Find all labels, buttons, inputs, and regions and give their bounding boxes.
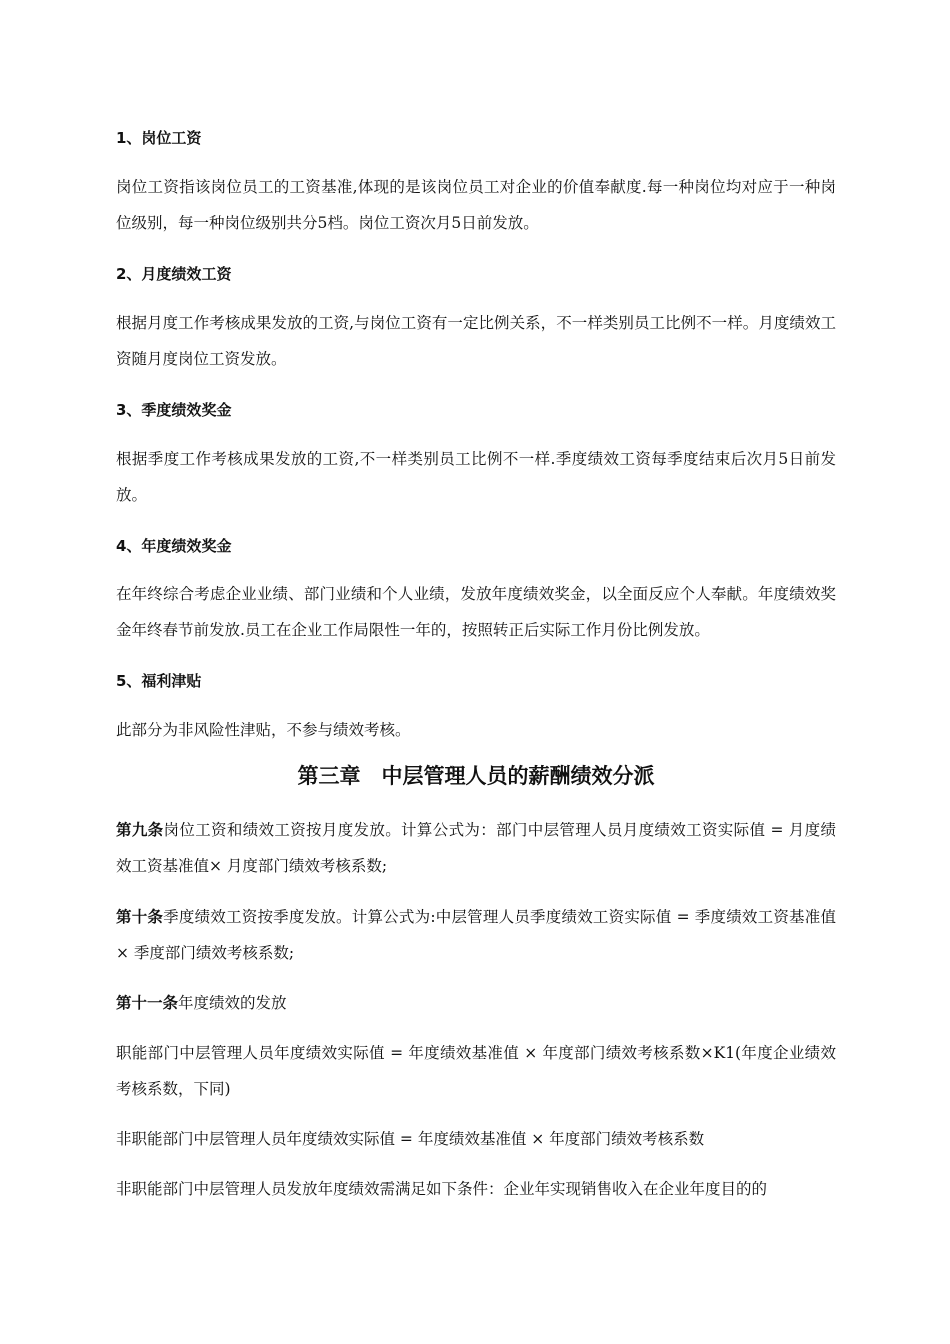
- article-label: 第十条: [116, 908, 164, 926]
- section-body: 根据月度工作考核成果发放的工资,与岗位工资有一定比例关系，不一样类别员工比例不一样。月度绩效工资随月度岗位工资发放。: [116, 314, 836, 368]
- body-paragraph: 非职能部门中层管理人员发放年度绩效需满足如下条件：企业年实现销售收入在企业年度目的的: [116, 1180, 768, 1198]
- article-paragraph: [116, 985, 836, 1021]
- formula-paragraph: 非职能部门中层管理人员年度绩效实际值 = 年度绩效基准值 × 年度部门绩效考核系数: [116, 1130, 705, 1148]
- section-body: 根据季度工作考核成果发放的工资,不一样类别员工比例不一样.季度绩效工资每季度结束后次月5日前发放。: [116, 450, 836, 504]
- section-heading: 4、年度绩效奖金: [116, 537, 232, 555]
- article-paragraph: [116, 899, 836, 971]
- article-label: 第九条: [116, 821, 164, 839]
- section-heading: 2、月度绩效工资: [116, 265, 232, 283]
- section-body: 在年终综合考虑企业业绩、部门业绩和个人业绩，发放年度绩效奖金，以全面反应个人奉献。年度绩效奖金年终春节前发放.员工在企业工作局限性一年的，按照转正后实际工作月份比例发放。: [116, 585, 836, 639]
- article-label: 第十一条: [116, 994, 179, 1012]
- section-heading: 3、季度绩效奖金: [116, 401, 232, 419]
- article-text: 季度绩效工资按季度发放。计算公式为:中层管理人员季度绩效工资实际值 = 季度绩效工资基准值× 季度部门绩效考核系数;: [116, 908, 836, 962]
- section-body: 此部分为非风险性津贴，不参与绩效考核。: [116, 721, 411, 739]
- section-heading: 1、岗位工资: [116, 129, 202, 147]
- formula-paragraph: 职能部门中层管理人员年度绩效实际值 = 年度绩效基准值 × 年度部门绩效考核系数×K1(年度企业绩效考核系数，下同): [116, 1044, 836, 1098]
- chapter-title: 第三章 中层管理人员的薪酬绩效分派: [297, 764, 655, 788]
- section-heading: 5、福利津贴: [116, 672, 202, 690]
- article-paragraph: [116, 812, 836, 884]
- section-body: 岗位工资指该岗位员工的工资基准,体现的是该岗位员工对企业的价值奉献度.每一种岗位均对应于一种岗位级别，每一种岗位级别共分5档。岗位工资次月5日前发放。: [116, 178, 836, 232]
- article-text: 岗位工资和绩效工资按月度发放。计算公式为：部门中层管理人员月度绩效工资实际值 = 月度绩效工资基准值× 月度部门绩效考核系数;: [116, 821, 836, 875]
- article-text: 年度绩效的发放: [178, 994, 287, 1012]
